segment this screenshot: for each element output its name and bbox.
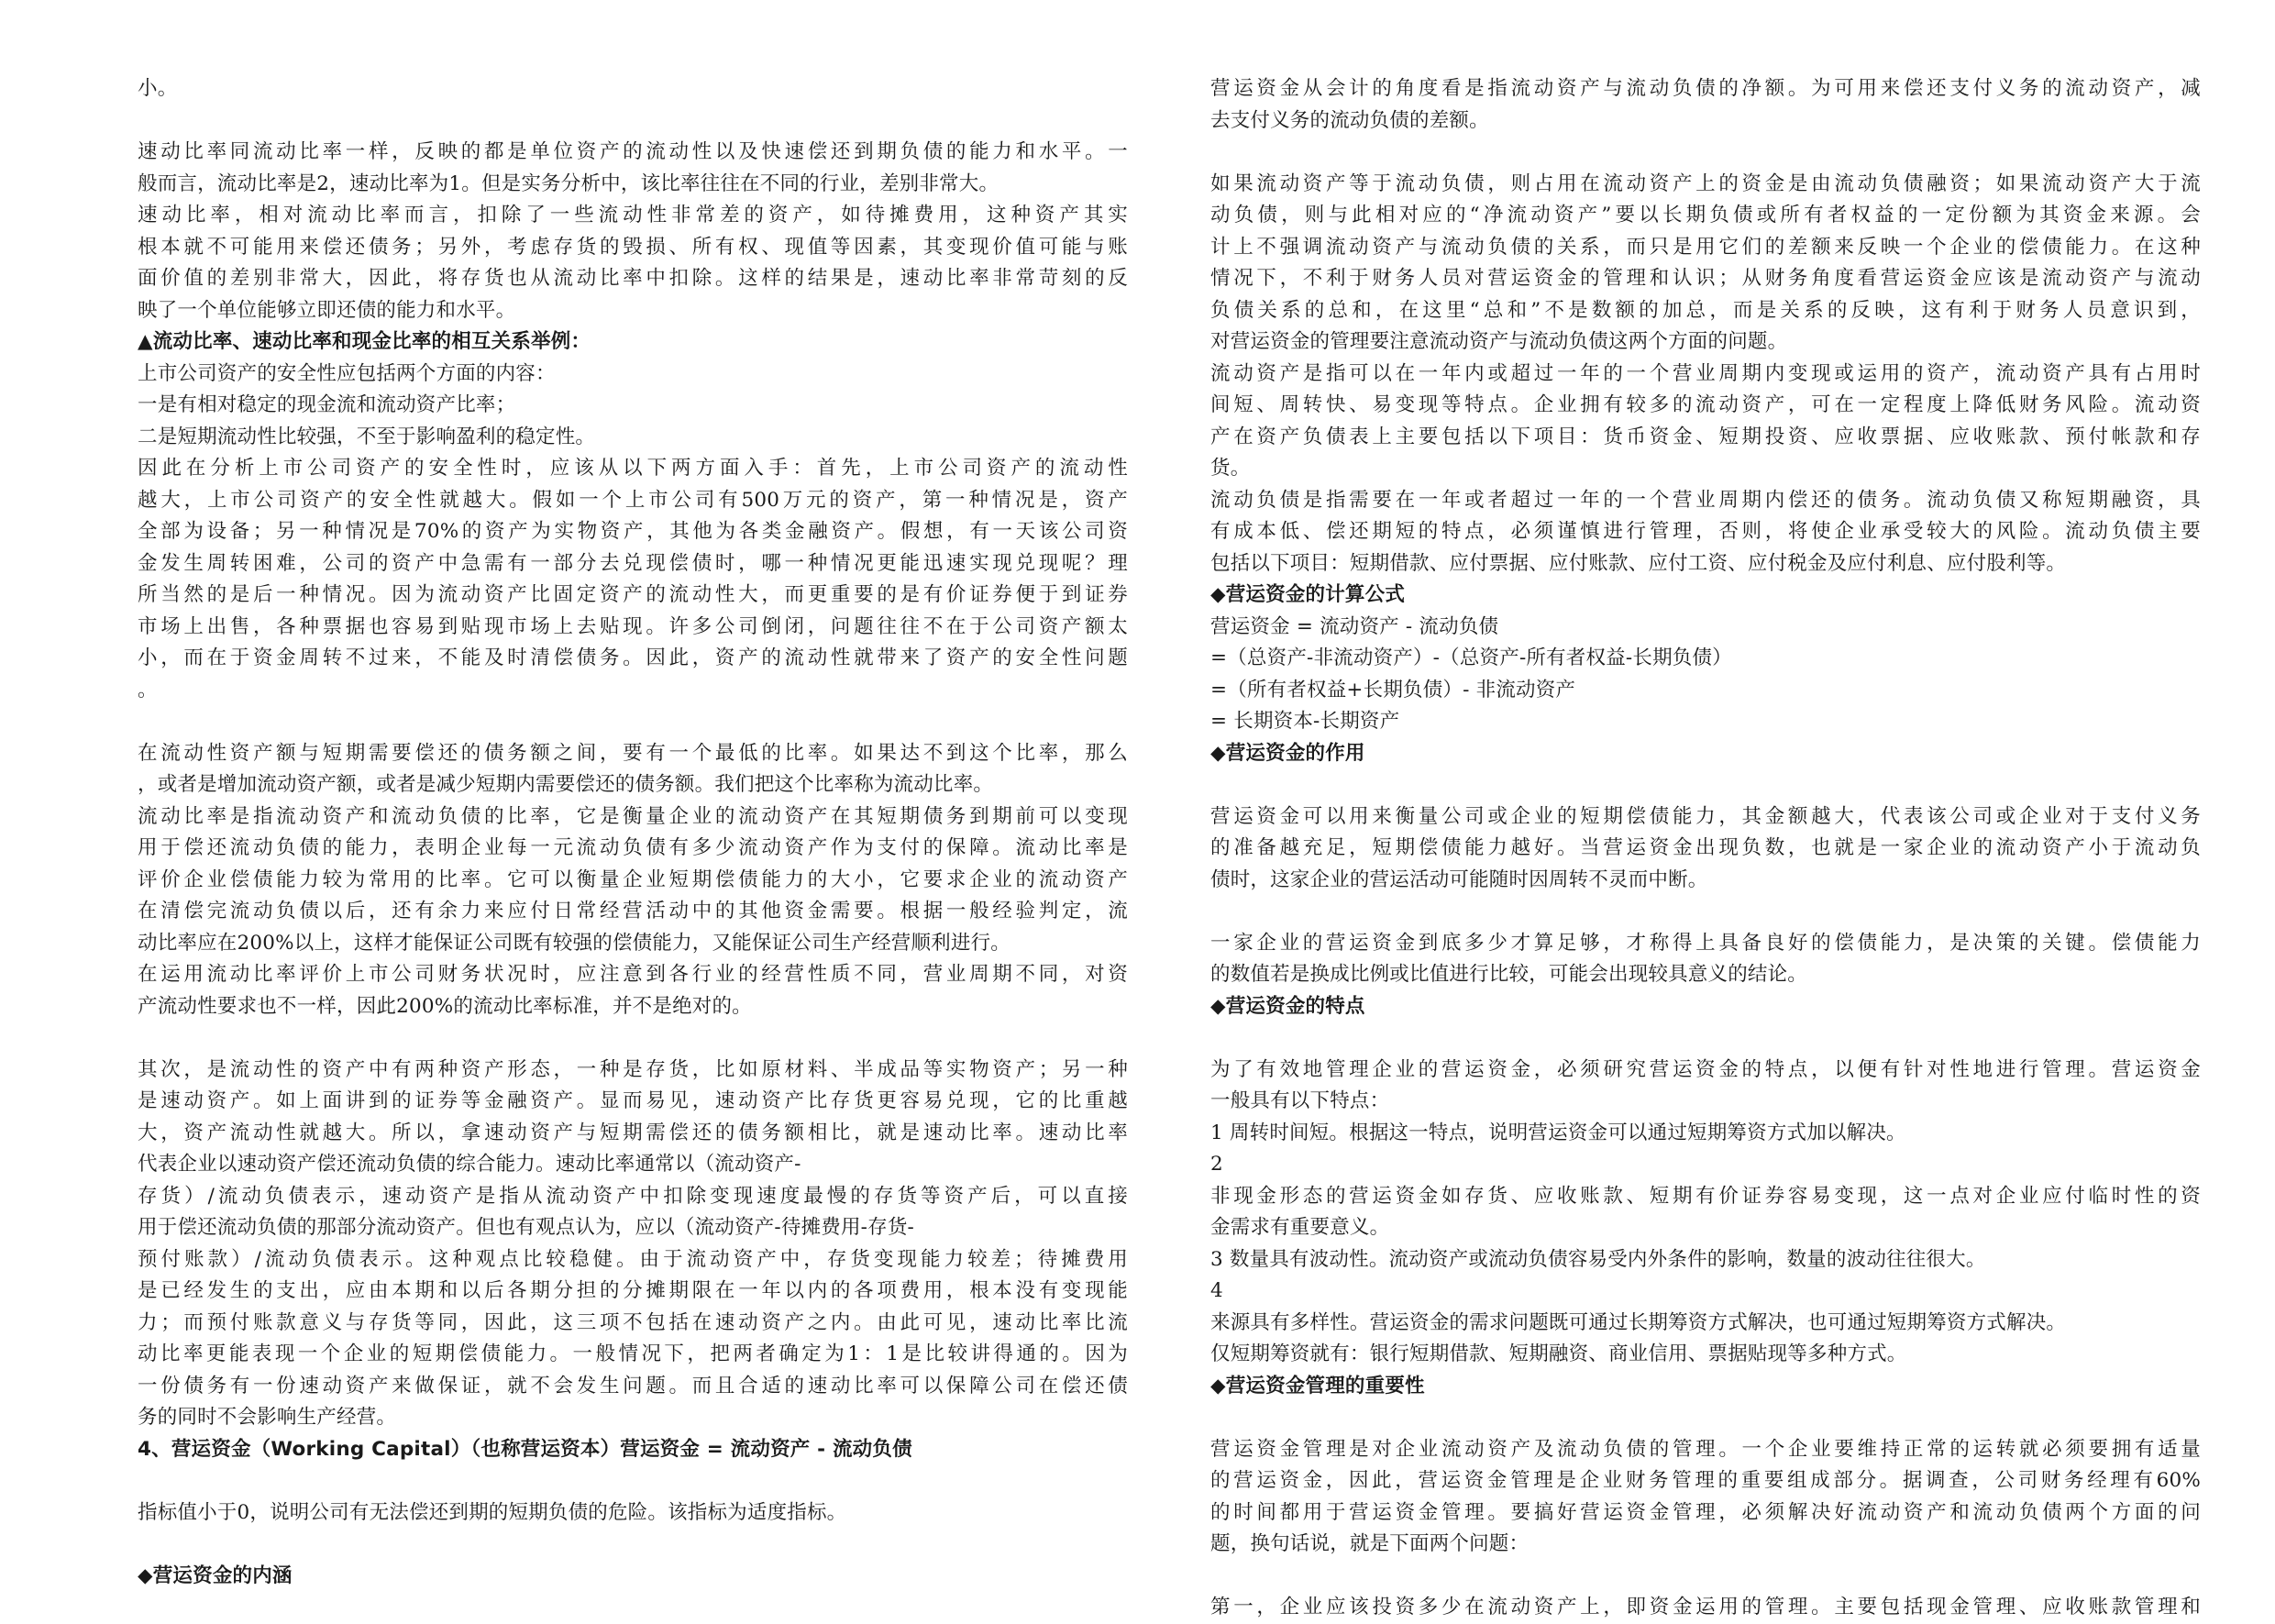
text-line: 一般具有以下特点： xyxy=(1210,1089,1390,1112)
text-line: 速动比率，相对流动比率而言，扣除了一些流动性非常差的资产，如待摊费用，这种资产其实 xyxy=(138,204,1128,226)
text-line: 如果流动资产等于流动负债，则占用在流动资产上的资金是由流动负债融资；如果流动资产大于流 xyxy=(1210,171,2201,195)
section-heading: 4、营运资金（Working Capital）（也称营运资本）营运资金 = 流动资产 - 流动负债 xyxy=(138,1437,912,1461)
blank-line xyxy=(138,1022,1128,1055)
text-line: 力；而预付账款意义与存货等同，因此，这三项不包括在速动资产之内。由此可见，速动比率比流 xyxy=(138,1310,1128,1334)
text-line: 3 数量具有波动性。流动资产或流动负债容易受内外条件的影响，数量的波动往往很大。 xyxy=(1210,1247,1986,1271)
text-line: 指标值小于0，说明公司有无法偿还到期的短期负债的危险。该指标为适度指标。 xyxy=(138,1500,847,1524)
text-line: ，或者是增加流动资产额，或者是减少短期内需要偿还的债务额。我们把这个比率称为流动比率。 xyxy=(138,773,994,796)
text-line: 在运用流动比率评价上市公司财务状况时，应注意到各行业的经营性质不同，营业周期不同，对资 xyxy=(138,963,1128,986)
text-line: 是已经发生的支出，应由本期和以后各期分担的分摊期限在一年以内的各项费用，根本没有变现能 xyxy=(138,1279,1128,1302)
text-line: 对营运资金的管理要注意流动资产与流动负债这两个方面的问题。 xyxy=(1210,330,1788,353)
text-line: 一是有相对稳定的现金流和流动资产比率； xyxy=(138,393,516,416)
text-line: 情况下，不利于财务人员对营运资金的管理和认识；从财务角度看营运资金应该是流动资产与流动 xyxy=(1210,267,2201,290)
text-line: 。 xyxy=(138,678,158,702)
text-line: 预付账款）/流动负债表示。这种观点比较稳健。由于流动资产中，存货变现能力较差；待摊费用 xyxy=(138,1247,1128,1271)
blank-line xyxy=(138,706,1128,738)
text-line: 是速动资产。如上面讲到的证券等金融资产。显而易见，速动资产比存货更容易兑现，它的比重越 xyxy=(138,1089,1128,1112)
text-line: 产流动性要求也不一样，因此200%的流动比率标准，并不是绝对的。 xyxy=(138,994,752,1018)
text-line: 货。 xyxy=(1210,457,1251,480)
text-line: 营运资金可以用来衡量公司或企业的短期偿债能力，其金额越大，代表该公司或企业对于支付义务 xyxy=(1210,804,2201,828)
text-line: 小，而在于资金周转不过来，不能及时清偿债务。因此，资产的流动性就带来了资产的安全性问题 xyxy=(138,646,1128,669)
text-line: 其次，是流动性的资产中有两种资产形态，一种是存货，比如原材料、半成品等实物资产；另一种 xyxy=(138,1057,1128,1081)
text-line: 营运资金从会计的角度看是指流动资产与流动负债的净额。为可用来偿还支付义务的流动资产，减 xyxy=(1210,77,2201,100)
text-line: 的营运资金，因此，营运资金管理是企业财务管理的重要组成部分。据调查，公司财务经理有60% xyxy=(1210,1469,2201,1492)
section-heading: ▲流动比率、速动比率和现金比率的相互关系举例： xyxy=(138,330,591,353)
text-line: =（总资产-非流动资产）-（总资产-所有者权益-长期负债） xyxy=(1210,646,1732,669)
text-line: 负债关系的总和，在这里“总和”不是数额的加总，而是关系的反映，这有利于财务人员意识到， xyxy=(1210,298,2201,322)
text-line: 面价值的差别非常大，因此，将存货也从流动比率中扣除。这样的结果是，速动比率非常苛刻的反 xyxy=(138,267,1128,290)
text-line: 流动资产是指可以在一年内或超过一年的一个营业周期内变现或运用的资产，流动资产具有占用时 xyxy=(1210,361,2201,385)
text-line: 有成本低、偿还期短的特点，必须谨慎进行管理，否则，将使企业承受较大的风险。流动负债主要 xyxy=(1210,520,2201,543)
text-line: 二是短期流动性比较强，不至于影响盈利的稳定性。 xyxy=(138,425,596,448)
text-line: 小。 xyxy=(138,77,178,100)
text-line: 在流动性资产额与短期需要偿还的债务额之间，要有一个最低的比率。如果达不到这个比率，那么 xyxy=(138,741,1128,765)
text-line: 速动比率同流动比率一样，反映的都是单位资产的流动性以及快速偿还到期负债的能力和水平。一 xyxy=(138,140,1128,163)
text-line: 上市公司资产的安全性应包括两个方面的内容： xyxy=(138,361,556,385)
text-line: 般而言，流动比率是2，速动比率为1。但是实务分析中，该比率往往在不同的行业，差别非常大。 xyxy=(138,171,999,195)
blank-line xyxy=(1210,1561,2201,1593)
text-line: 代表企业以速动资产偿还流动负债的综合能力。速动比率通常以（流动资产- xyxy=(138,1153,801,1176)
text-line: 第一，企业应该投资多少在流动资产上，即资金运用的管理。主要包括现金管理、应收账款管理和 xyxy=(1210,1596,2201,1618)
text-line: 用于偿还流动负债的那部分流动资产。但也有观点认为，应以（流动资产-待摊费用-存货- xyxy=(138,1216,914,1239)
blank-line xyxy=(138,1465,1128,1497)
text-line: 来源具有多样性。营运资金的需求问题既可通过长期筹资方式解决，也可通过短期筹资方式解决。 xyxy=(1210,1310,2067,1334)
text-line: 大，资产流动性就越大。所以，拿速动资产与短期需偿还的债务额相比，就是速动比率。速动比率 xyxy=(138,1121,1128,1144)
text-line: 的时间都用于营运资金管理。要搞好营运资金管理，必须解决好流动资产和流动负债两个方面的问 xyxy=(1210,1500,2201,1524)
text-line: 越大，上市公司资产的安全性就越大。假如一个上市公司有500万元的资产，第一种情况是，资产 xyxy=(138,488,1128,512)
text-line: 金需求有重要意义。 xyxy=(1210,1216,1390,1239)
blank-line xyxy=(1210,896,2201,928)
blank-line xyxy=(1210,769,2201,801)
text-line: 2 xyxy=(1210,1153,1223,1176)
text-line: 营运资金管理是对企业流动资产及流动负债的管理。一个企业要维持正常的运转就必须要拥有适量 xyxy=(1210,1437,2201,1461)
text-line: 营运资金 = 流动资产 - 流动负债 xyxy=(1210,614,1499,638)
text-line: 用于偿还流动负债的能力，表明企业每一元流动负债有多少流动资产作为支付的保障。流动比率是 xyxy=(138,836,1128,859)
text-line: 间短、周转快、易变现等特点。企业拥有较多的流动资产，可在一定程度上降低财务风险。流动资 xyxy=(1210,393,2201,416)
text-line: 动比率更能表现一个企业的短期偿债能力。一般情况下，把两者确定为1：1是比较讲得通的。因为 xyxy=(138,1342,1128,1365)
text-line: 因此在分析上市公司资产的安全性时，应该从以下两方面入手：首先，上市公司资产的流动性 xyxy=(138,457,1128,480)
text-line: 映了一个单位能够立即还债的能力和水平。 xyxy=(138,298,516,322)
blank-line xyxy=(138,1529,1128,1561)
text-line: 在清偿完流动负债以后，还有余力来应付日常经营活动中的其他资金需要。根据一般经验判定，流 xyxy=(138,900,1128,922)
section-heading: ◆营运资金的内涵 xyxy=(138,1563,293,1587)
text-line: 根本就不可能用来偿还债务；另外，考虑存货的毁损、所有权、现值等因素，其变现价值可能与账 xyxy=(138,235,1128,259)
text-line: 动负债，则与此相对应的“净流动资产”要以长期负债或所有者权益的一定份额为其资金来源。会 xyxy=(1210,204,2201,226)
text-line: 全部为设备；另一种情况是70%的资产为实物资产，其他为各类金融资产。假想，有一天该公司资 xyxy=(138,520,1128,543)
text-line: 非现金形态的营运资金如存货、应收账款、短期有价证券容易变现，这一点对企业应付临时性的资 xyxy=(1210,1184,2201,1208)
text-line: 务的同时不会影响生产经营。 xyxy=(138,1406,397,1429)
text-line: 市场上出售，各种票据也容易到贴现市场上去贴现。许多公司倒闭，问题往往不在于公司资产额太 xyxy=(138,614,1128,638)
text-line: 1 周转时间短。根据这一特点，说明营运资金可以通过短期筹资方式加以解决。 xyxy=(1210,1121,1906,1144)
text-line: 流动比率是指流动资产和流动负债的比率，它是衡量企业的流动资产在其短期债务到期前可以变现 xyxy=(138,804,1128,828)
text-line: 存货）/流动负债表示，速动资产是指从流动资产中扣除变现速度最慢的存货等资产后，可以直接 xyxy=(138,1184,1128,1208)
text-line: = 长期资本-长期资产 xyxy=(1210,710,1400,733)
text-line: 动比率应在200%以上，这样才能保证公司既有较强的偿债能力，又能保证公司生产经营顺利进行。 xyxy=(138,931,1010,955)
text-line: 为了有效地管理企业的营运资金，必须研究营运资金的特点，以便有针对性地进行管理。营运资金 xyxy=(1210,1057,2201,1081)
text-line: 去支付义务的流动负债的差额。 xyxy=(1210,108,1489,132)
blank-line xyxy=(138,105,1128,138)
blank-line xyxy=(1210,1402,2201,1434)
left-column xyxy=(138,73,1128,1592)
text-line: 所当然的是后一种情况。因为流动资产比固定资产的流动性大，而更重要的是有价证券便于到证券 xyxy=(138,583,1128,606)
section-heading: ◆营运资金的特点 xyxy=(1210,994,1365,1018)
text-line: 的准备越充足，短期偿债能力越好。当营运资金出现负数，也就是一家企业的流动资产小于流动负 xyxy=(1210,836,2201,859)
text-line: 债时，这家企业的营运活动可能随时因周转不灵而中断。 xyxy=(1210,867,1708,891)
text-line: 一家企业的营运资金到底多少才算足够，才称得上具备良好的偿债能力，是决策的关键。偿债能力 xyxy=(1210,931,2201,955)
text-line: =（所有者权益+长期负债）- 非流动资产 xyxy=(1210,678,1576,702)
text-line: 计上不强调流动资产与流动负债的关系，而只是用它们的差额来反映一个企业的偿债能力。在这种 xyxy=(1210,235,2201,259)
right-column xyxy=(1210,73,2201,1624)
text-line: 仅短期筹资就有：银行短期借款、短期融资、商业信用、票据贴现等多种方式。 xyxy=(1210,1342,1907,1365)
text-line: 题，换句话说，就是下面两个问题： xyxy=(1210,1532,1530,1555)
text-line: 4 xyxy=(1210,1279,1223,1302)
section-heading: ◆营运资金管理的重要性 xyxy=(1210,1374,1425,1398)
blank-line xyxy=(1210,137,2201,169)
text-line: 的数值若是换成比例或比值进行比较，可能会出现较具意义的结论。 xyxy=(1210,963,1808,986)
section-heading: ◆营运资金的计算公式 xyxy=(1210,583,1406,606)
text-line: 评价企业偿债能力较为常用的比率。它可以衡量企业短期偿债能力的大小，它要求企业的流动资产 xyxy=(138,867,1128,891)
text-line: 包括以下项目：短期借款、应付票据、应付账款、应付工资、应付税金及应付利息、应付股利等。 xyxy=(1210,551,2067,575)
text-line: 产在资产负债表上主要包括以下项目：货币资金、短期投资、应收票据、应收账款、预付帐款和存 xyxy=(1210,425,2201,448)
text-line: 流动负债是指需要在一年或者超过一年的一个营业周期内偿还的债务。流动负债又称短期融资，具 xyxy=(1210,488,2201,512)
text-line: 金发生周转困难，公司的资产中急需有一部分去兑现偿债时，哪一种情况更能迅速实现兑现呢？理 xyxy=(138,551,1128,575)
section-heading: ◆营运资金的作用 xyxy=(1210,741,1365,765)
text-line: 一份债务有一份速动资产来做保证，就不会发生问题。而且合适的速动比率可以保障公司在偿还债 xyxy=(138,1374,1128,1398)
blank-line xyxy=(1210,1022,2201,1055)
